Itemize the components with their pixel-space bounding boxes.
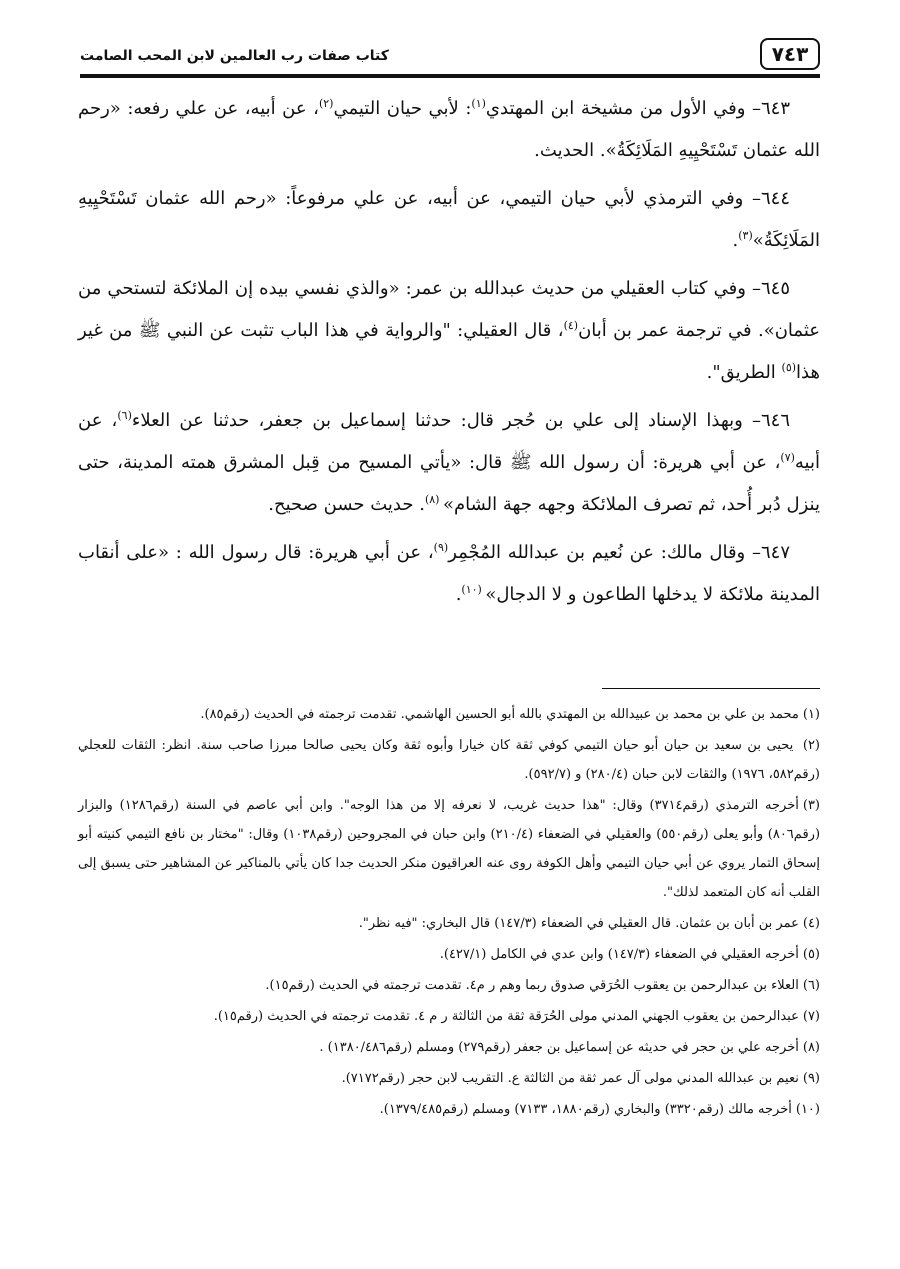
footnote-ref-6: (٦): [117, 409, 132, 422]
footnote-separator: [602, 688, 820, 689]
footnote-ref-10: (١٠): [461, 583, 486, 596]
footnote-ref-3: (٣): [738, 229, 753, 242]
footnote-ref-4: (٤): [563, 319, 579, 332]
hadith-646: ٦٤٦– وبهذا الإسناد إلى علي بن حُجر قال: حدثنا إسماعيل بن جعفر، حدثنا عن العلاء$^{(٦)}$، عن أبيه$^{(٧)}$، عن أبي هريرة: أن رسول الله ﷺ قال: «يأتي المسيح من قِبل المشرق همته المدينة، حتى ينزل دُبر أُحد، ثم تصرف الملائكة وجهه جهة الشام» $^{(٨)}$. حديث حسن صحيح.: [78, 409, 820, 515]
footnote-6: (٦)العلاء بن عبدالرحمن بن يعقوب الحُرَقي صدوق ربما وهم ر م٤. تقدمت ترجمته في الحديث (رقم١٥).: [265, 978, 820, 993]
footnote-7: (٧)عبدالرحمن بن يعقوب الجهني المدني مولى الحُرَقة ثقة من الثالثة ر م ٤. تقدمت ترجمته في الحديث (رقم١٥).: [213, 1009, 820, 1024]
footnote-ref-7: (٧): [780, 451, 795, 464]
footnotes: [78, 700, 820, 1126]
footnote-4: (٤)عمر بن أبان بن عثمان. قال العقيلي في الضعفاء (١٤٧/٣) قال البخاري: "فيه نظر".: [358, 916, 820, 931]
footnote-10: (١٠)أخرجه مالك (رقم٣٣٢٠) والبخاري (رقم١٨٨٠، ٧١٣٣) ومسلم (رقم١٣٧٩/٤٨٥).: [379, 1102, 820, 1117]
footnote-ref-5: (٥): [781, 361, 797, 374]
header-divider: [80, 74, 820, 78]
hadith-644: ٦٤٤– وفي الترمذي لأبي حيان التيمي، عن أبيه، عن علي مرفوعاً: «رحم الله عثمان تَسْتَحْيِيهِ المَلَائِكَةُ»$^{(٣)}$.: [78, 188, 820, 251]
page-header: [80, 38, 820, 78]
footnote-9: (٩)نعيم بن عبدالله المدني مولى آل عمر ثقة من الثالثة ع. التقريب لابن حجر (رقم٧١٧٢).: [341, 1071, 820, 1086]
main-text: [78, 88, 820, 622]
footnote-ref-8: (٨): [424, 493, 443, 506]
footnote-ref-2: (٢): [318, 97, 334, 110]
footnote-8: (٨)أخرجه علي بن حجر في حديثه عن إسماعيل بن جعفر (رقم٢٧٩) ومسلم (رقم١٣٨٠/٤٨٦) .: [319, 1040, 820, 1055]
running-title: كتاب صفات رب العالمين لابن المحب الصامت: [80, 48, 389, 64]
hadith-643: ٦٤٣– وفي الأول من مشيخة ابن المهتدي$^{(١)}$: لأبي حيان التيمي$^{(٢)}$، عن أبيه، عن علي رفعه: «رحم الله عثمان تَسْتَحْيِيهِ المَلَائِكَةُ». الحديث.: [78, 97, 820, 161]
footnote-5: (٥)أخرجه العقيلي في الضعفاء (١٤٧/٣) وابن عدي في الكامل (٤٢٧/١).: [439, 947, 820, 962]
footnote-1: (١)محمد بن علي بن محمد بن عبيدالله بن المهتدي بالله أبو الحسين الهاشمي. تقدمت ترجمته في الحديث (رقم٨٥).: [200, 707, 820, 722]
hadith-647: ٦٤٧– وقال مالك: عن نُعيم بن عبدالله المُجْمِر$^{(٩)}$، عن أبي هريرة: قال رسول الله : «على أنقاب المدينة ملائكة لا يدخلها الطاعون و لا الدجال» $^{(١٠)}$.: [78, 541, 820, 605]
footnote-ref-1: (١): [471, 97, 486, 110]
hadith-645: ٦٤٥– وفي كتاب العقيلي من حديث عبدالله بن عمر: «والذي نفسي بيده إن الملائكة لتستحي من عثمان». في ترجمة عمر بن أبان$^{(٤)}$، قال العقيلي: "والرواية في هذا الباب تثبت عن النبي ﷺ من غير هذا$^{(٥)}$ الطريق".: [78, 278, 820, 383]
footnote-ref-9: (٩): [433, 541, 449, 554]
footnote-3: (٣)أخرجه الترمذي (رقم٣٧١٤) وقال: "هذا حديث غريب، لا نعرفه إلا من هذا الوجه". وابن أبي عاصم في السنة (رقم١٢٨٦) والبزار (رقم٨٠٦) وأبو يعلى (رقم٥٥٠) والعقيلي في الضعفاء (٢١٠/٤) وابن حبان في المجروحين (رقم١٠٣٨) وقال: "مختار بن نافع التيمي كنيته أبو إسحاق التمار يروي عن أبي حيان التيمي وأهل الكوفة روى عنه العراقيون منكر الحديث جدا كان يأتي بالمناكير عن المشاهير حتى يسبق إلى القلب أنه كان المتعمد لذلك".: [78, 798, 821, 900]
footnote-2: (٢) يحيى بن سعيد بن حيان أبو حيان التيمي كوفي ثقة كان خيارا وأبوه ثقة وكان يحيى صالحا مبرزا صاحب سنة. انظر: الثقات للعجلي (رقم٥٨٢، ١٩٧٦) والثقات لابن حبان (٢٨٠/٤) و (٥٩٢/٧).: [78, 738, 820, 782]
page-number: ٧٤٣: [760, 38, 820, 70]
